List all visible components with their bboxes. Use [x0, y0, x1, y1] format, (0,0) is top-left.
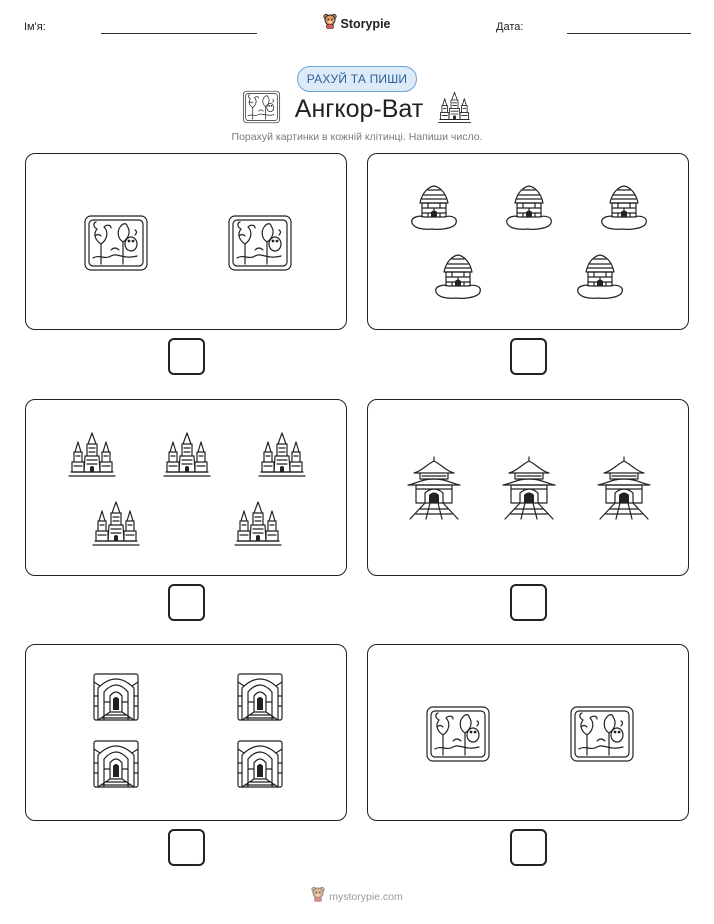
stone-corridor-icon — [236, 739, 284, 789]
title-row — [0, 92, 714, 126]
bear-mascot-icon — [323, 13, 337, 34]
pagoda-gate-icon — [501, 455, 557, 521]
counting-card — [367, 153, 689, 330]
carved-relief-icon — [242, 90, 281, 129]
stone-hut-icon — [432, 252, 484, 302]
stone-hut-icon — [503, 183, 555, 233]
pagoda-gate-icon — [406, 455, 462, 521]
counting-card — [25, 399, 347, 576]
brand-logo — [0, 13, 714, 34]
carved-relief-icon — [425, 705, 491, 763]
stone-hut-icon — [574, 252, 626, 302]
footer — [0, 886, 714, 907]
stone-hut-icon — [598, 183, 650, 233]
pagoda-gate-icon — [596, 455, 652, 521]
page-title: Ангкор-Ват — [294, 94, 424, 123]
temple-icon — [162, 430, 212, 478]
answer-box[interactable] — [510, 338, 547, 375]
temple-icon — [437, 90, 472, 129]
carved-relief-icon — [83, 214, 149, 272]
stone-corridor-icon — [92, 672, 140, 722]
activity-badge: РАХУЙ ТА ПИШИ — [297, 66, 417, 92]
answer-box[interactable] — [168, 338, 205, 375]
counting-card — [25, 644, 347, 821]
stone-hut-icon — [408, 183, 460, 233]
footer-url[interactable]: mystorypie.com — [329, 890, 403, 903]
counting-card — [367, 644, 689, 821]
temple-icon — [91, 499, 141, 547]
counting-card — [25, 153, 347, 330]
temple-icon — [233, 499, 283, 547]
answer-box[interactable] — [510, 829, 547, 866]
temple-icon — [67, 430, 117, 478]
bear-mascot-icon — [311, 886, 325, 907]
carved-relief-icon — [569, 705, 635, 763]
stone-corridor-icon — [92, 739, 140, 789]
stone-corridor-icon — [236, 672, 284, 722]
date-label: Дата: — [496, 21, 524, 33]
brand-name: Storypie — [340, 16, 391, 31]
counting-card — [367, 399, 689, 576]
answer-box[interactable] — [168, 584, 205, 621]
instructions: Порахуй картинки в кожній клітинці. Напиши число. — [231, 131, 483, 143]
carved-relief-icon — [227, 214, 293, 272]
date-line[interactable] — [567, 33, 691, 34]
answer-box[interactable] — [168, 829, 205, 866]
name-label: Ім'я: — [24, 21, 46, 33]
answer-box[interactable] — [510, 584, 547, 621]
temple-icon — [257, 430, 307, 478]
